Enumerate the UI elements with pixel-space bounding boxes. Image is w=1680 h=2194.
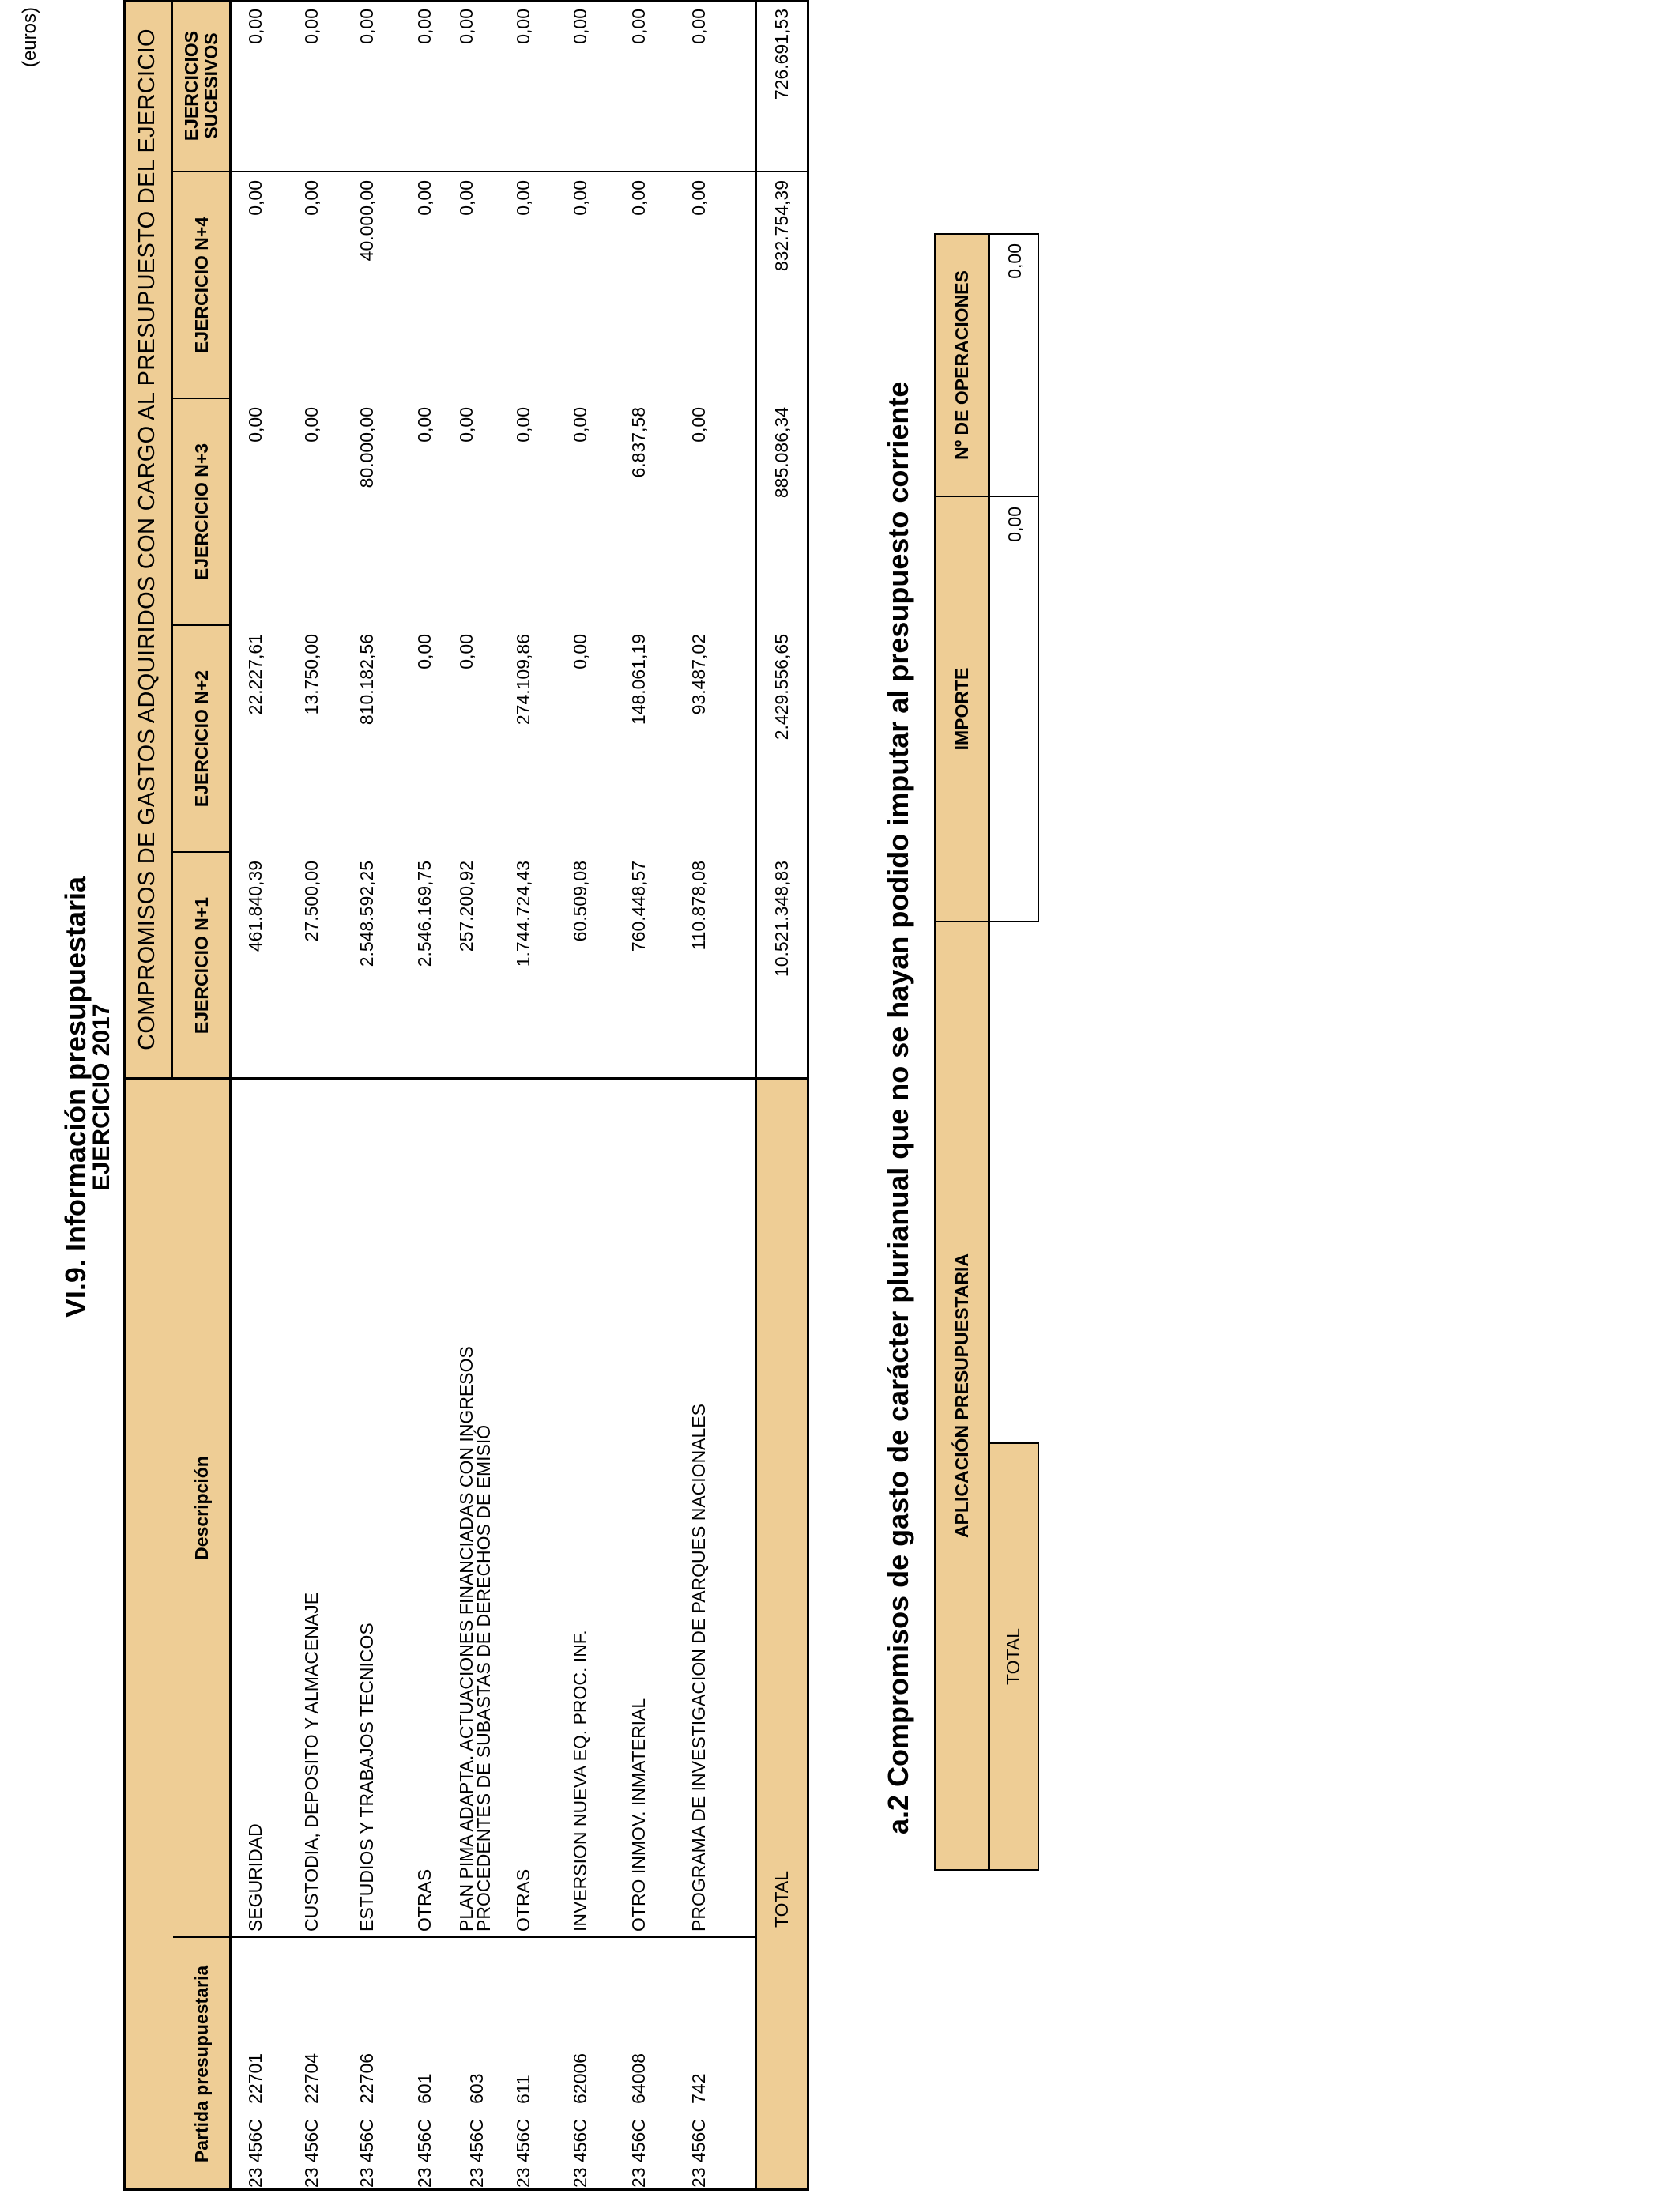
row-partida: 23 456C 601: [414, 2073, 435, 2188]
row-value-suc: 0,00: [628, 9, 649, 44]
section2-title: a.2 Compromisos de gasto de carácter plurianual que no se hayan podido imputar al presupuesto corriente: [882, 381, 914, 1834]
row-value-n1: 760.448,57: [628, 861, 649, 952]
row-value-n2: 22.227,61: [245, 634, 266, 715]
row-description: CUSTODIA, DEPOSITO Y ALMACENAJE: [301, 1592, 322, 1932]
table2-total-operaciones: 0,00: [1004, 243, 1025, 279]
row-value-n2: 93.487,02: [688, 634, 709, 715]
table2-total-bottom-values: [1038, 234, 1039, 922]
table2-total-bottom-label: [1038, 1443, 1039, 1870]
row-value-n4: 0,00: [414, 180, 435, 216]
row-value-n2: 0,00: [570, 634, 590, 669]
row-value-n1: 27.500,00: [301, 861, 322, 942]
table-bottom-border: [807, 0, 809, 2191]
group-header: COMPROMISOS DE GASTOS ADQUIRIDOS CON CARGO AL PRESUPUESTO DEL EJERCICIO: [134, 28, 160, 1050]
table-top-border: [123, 0, 126, 2191]
col-header-importe: IMPORTE: [951, 667, 972, 751]
col-header-partida: Partida presupuestaria: [190, 1965, 212, 2163]
row-partida: 23 456C 62006: [570, 2053, 590, 2188]
table2-header-bottom: [988, 234, 990, 1870]
row-description: SEGURIDAD: [245, 1823, 266, 1932]
row-value-n3: 0,00: [688, 407, 709, 443]
col-divider-n3: [173, 398, 230, 399]
header-bottom-border: [229, 0, 232, 2191]
row-description: ESTUDIOS Y TRABAJOS TECNICOS: [356, 1623, 377, 1932]
row-description: OTRO INMOV. INMATERIAL: [628, 1698, 649, 1932]
page-title: VI.9. Información presupuestaria: [59, 876, 92, 1318]
row-value-n3: 0,00: [513, 407, 533, 443]
row-value-n4: 0,00: [628, 180, 649, 216]
row-description: PROGRAMA DE INVESTIGACION DE PARQUES NACIONALES: [688, 1404, 709, 1932]
table2-col-divider-2: [934, 496, 1039, 497]
col-divider-n2: [173, 624, 230, 626]
col-header-n2: EJERCICIO N+2: [190, 669, 212, 808]
col-header-operaciones: Nº DE OPERACIONES: [951, 270, 972, 460]
row-value-n2: 0,00: [456, 634, 477, 669]
row-value-suc: 0,00: [688, 9, 709, 44]
row-value-suc: 0,00: [414, 9, 435, 44]
row-value-n4: 0,00: [513, 180, 533, 216]
row-value-n4: 0,00: [301, 180, 322, 216]
row-partida: 23 456C 22701: [245, 2053, 266, 2188]
row-value-n1: 2.546.169,75: [414, 861, 435, 967]
col-header-descripcion: Descripción: [190, 1456, 212, 1560]
table2-total-label-divider: [989, 1442, 1039, 1444]
page-subtitle: EJERCICIO 2017: [89, 1003, 115, 1191]
row-description: OTRAS: [513, 1868, 533, 1932]
total-n2: 2.429.556,65: [771, 634, 792, 741]
row-value-n4: 0,00: [456, 180, 477, 216]
row-value-n1: 110.878,08: [688, 861, 709, 951]
table2-left-border: [934, 1869, 1039, 1871]
total-row-fill: [756, 1079, 808, 2191]
row-value-n1: 1.744.724,43: [513, 861, 533, 967]
row-value-n1: 461.840,39: [245, 861, 266, 952]
group-header-divider: [171, 0, 173, 1079]
row-value-n1: 257.200,92: [456, 861, 477, 952]
row-value-n4: 40.000,00: [356, 180, 377, 262]
units-label: (euros): [19, 7, 40, 68]
row-description: INVERSION NUEVA EQ. PROC. INF.: [570, 1630, 590, 1932]
table2-right-border: [934, 233, 1039, 235]
row-value-n2: 13.750,00: [301, 634, 322, 715]
total-n1: 10.521.348,83: [771, 861, 792, 978]
table2-total-label: TOTAL: [1003, 1628, 1023, 1685]
row-value-n4: 0,00: [688, 180, 709, 216]
col-header-n4: EJERCICIO N+4: [190, 216, 212, 354]
row-value-n4: 0,00: [245, 180, 266, 216]
row-value-n3: 0,00: [245, 407, 266, 443]
total-top-border: [755, 0, 757, 2191]
table2-top-border: [934, 234, 936, 1870]
col-divider-n4: [173, 171, 809, 172]
col-divider-partida: [173, 1936, 756, 1938]
row-partida: 23 456C 64008: [628, 2053, 649, 2188]
row-partida: 23 456C 611: [513, 2075, 533, 2188]
total-n4: 832.754,39: [771, 180, 792, 272]
col-divider-descripcion: [123, 1077, 809, 1080]
col-header-n3: EJERCICIO N+3: [190, 443, 212, 581]
row-value-n3: 80.000,00: [356, 407, 377, 488]
row-value-n2: 274.109,86: [513, 634, 533, 726]
total-sucesivos: 726.691,53: [771, 9, 792, 100]
col-header-n1: EJERCICIO N+1: [190, 896, 212, 1035]
row-value-suc: 0,00: [356, 9, 377, 44]
row-value-suc: 0,00: [456, 9, 477, 44]
row-value-suc: 0,00: [513, 9, 533, 44]
row-value-suc: 0,00: [570, 9, 590, 44]
total-label: TOTAL: [771, 1871, 792, 1928]
row-value-n4: 0,00: [570, 180, 590, 216]
col-header-aplicacion: APLICACIÓN PRESUPUESTARIA: [951, 1253, 972, 1538]
table-left-border: [123, 2188, 809, 2191]
row-value-n3: 0,00: [301, 407, 322, 443]
row-value-suc: 0,00: [245, 9, 266, 44]
row-value-n1: 60.509,08: [570, 861, 590, 942]
row-value-n1: 2.548.592,25: [356, 861, 377, 967]
row-value-n3: 0,00: [456, 407, 477, 443]
row-value-n3: 6.837,58: [628, 407, 649, 478]
total-n3: 885.086,34: [771, 407, 792, 499]
row-description: OTRAS: [414, 1868, 435, 1932]
row-description-line2: PROCEDENTES DE SUBASTAS DE DERECHOS DE EMISIÓ: [473, 1424, 494, 1932]
row-value-n3: 0,00: [414, 407, 435, 443]
row-partida: 23 456C 22706: [356, 2053, 377, 2188]
table2-col-divider-1: [934, 921, 1039, 922]
row-partida: 23 456C 22704: [301, 2053, 322, 2188]
table-right-border: [123, 0, 809, 2]
col-divider-n1: [173, 851, 230, 853]
row-value-n2: 0,00: [414, 634, 435, 669]
row-value-n2: 810.182,56: [356, 634, 377, 726]
row-partida: 23 456C 603: [466, 2073, 487, 2188]
row-description: PLAN PIMA ADAPTA. ACTUACIONES FINANCIADAS CON INGRESOS: [456, 1346, 477, 1932]
col-header-sucesivos: EJERCICIOS SUCESIVOS: [181, 30, 221, 141]
row-value-suc: 0,00: [301, 9, 322, 44]
row-partida: 23 456C 742: [688, 2073, 709, 2188]
row-value-n3: 0,00: [570, 407, 590, 443]
row-value-n2: 148.061,19: [628, 634, 649, 726]
table2-total-importe: 0,00: [1004, 507, 1025, 542]
